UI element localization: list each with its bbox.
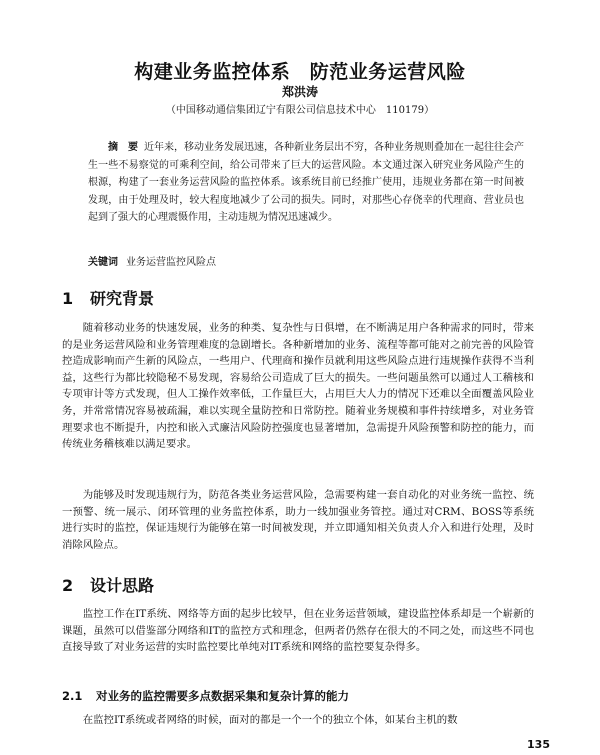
keywords-text: 业务运营监控风险点 [126,257,216,268]
abstract [88,139,524,227]
keywords-label: 关键词 [88,257,118,268]
body-paragraph: 为能够及时发现违规行为，防范各类业务运营风险，急需要构建一套自动化的对业务统一监控、统一预警、统一展示、闭环管理的业务监控体系，助力一线加强业务管控。通过对CRM、BOSS等系统进行实时的监控，保证违规行为能够在第一时间被发现，并立即通知相关负责人介入和进行处理，及时消除风险点。 [62,489,534,551]
page-number: 135 [527,738,550,751]
section-title: 设计思路 [90,576,155,595]
abstract-label: 摘 要 [108,142,138,153]
section-heading-2 [62,573,154,596]
abstract-text: 近年来，移动业务发展迅速，各种新业务层出不穷，各种业务规则叠加在一起往往会产生一些不易察觉的可乘利空间，给公司带来了巨大的运营风险。本文通过深入研究业务风险产生的根源，构建了一套业务运营风险的监控体系。该系统目前已经推广使用，违规业务都在第一时间被发现，由于处理及时，较大程度地减少了公司的损失。同时，对那些心存侥幸的代理商、营业员也起到了强大的心理震慑作用，主动违规为情况迅速减少。 [88,142,524,224]
body-paragraph: 监控工作在IT系统、网络等方面的起步比较早，但在业务运营领域，建设监控体系却是一个崭新的课题，虽然可以借鉴部分网络和IT的监控方式和理念，但两者仍然存在很大的不同之处，而这些不同也直接导致了对业务运营的实时监控要比单纯对IT系统和网络的监控要复杂得多。 [62,608,534,654]
paper-author: 郑洪涛 [281,85,318,99]
subsection-number: 2.1 [62,689,83,703]
body-paragraph: 随着移动业务的快速发展，业务的种类、复杂性与日俱增，在不断满足用户各种需求的同时，带来的是业务运营风险和业务管理难度的急剧增长。各种新增加的业务、流程等都可能对之前完善的风险管控造成影响而产生新的风险点，一些用户、代理商和操作员就利用这些风险点进行违规操作获得不当利益，这些行为都比较隐秘不易发现，容易给公司造成了巨大的损失。一些问题虽然可以通过人工稽核和专项审计等方式发现，但人工操作效率低，工作量巨大，占用巨大人力的情况下还难以全面覆盖风险业务，并常常情况容易被疏漏，难以实现全量防控和日常防控。随着业务规模和事件持续增多，对业务管理要求也不断提升，内控和嵌入式廉洁风险防控强度也显著增加，急需提升风险预警和防控的能力，而传统业务稽核难以满足要求。 [62,322,534,451]
keywords [88,253,524,268]
section-number: 2 [62,576,74,595]
section-title: 研究背景 [90,289,155,308]
section-number: 1 [62,289,74,308]
body-paragraph: 在监控IT系统或者网络的时候，面对的都是一个一个的独立个体，如某台主机的数 [82,714,458,726]
section-heading-1 [62,286,154,309]
paper-affiliation: （中国移动通信集团辽宁有限公司信息技术中心 110179） [165,105,435,116]
paper-title: 构建业务监控体系 防范业务运营风险 [134,61,466,83]
subsection-title: 对业务的监控需要多点数据采集和复杂计算的能力 [96,689,349,703]
subsection-heading-2-1 [62,688,349,704]
